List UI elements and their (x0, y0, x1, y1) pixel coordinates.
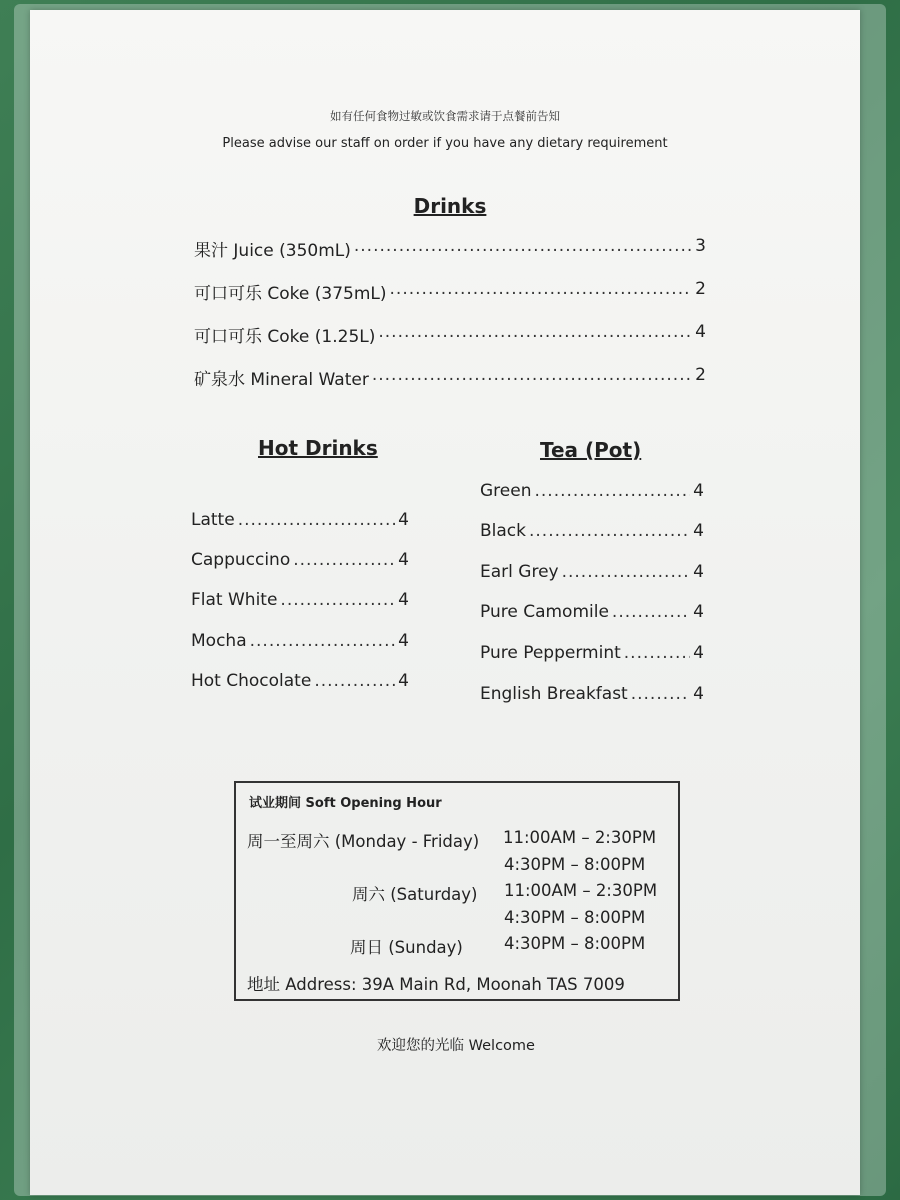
menu-item (194, 365, 706, 390)
leader-dots (293, 550, 395, 570)
item-name: Mocha (191, 631, 247, 651)
item-name: 矿泉水 Mineral Water (194, 370, 369, 390)
saturday-hours-dinner: 4:30PM – 8:00PM (504, 908, 646, 927)
leader-dots (612, 602, 690, 622)
sunday-hours: 4:30PM – 8:00PM (504, 934, 646, 953)
dietary-notice-english: Please advise our staff on order if you have any dietary requirement (222, 136, 668, 151)
item-name: Cappuccino (191, 550, 291, 570)
dietary-notice-chinese: 如有任何食物过敏或饮食需求请于点餐前告知 (330, 109, 560, 123)
item-price: 2 (695, 365, 706, 385)
item-name: Green (480, 481, 532, 501)
item-name: 可口可乐 Coke (375mL) (194, 284, 387, 304)
address: 地址 Address: 39A Main Rd, Moonah TAS 7009 (247, 975, 625, 994)
item-name: Hot Chocolate (191, 671, 312, 691)
menu-item (191, 590, 409, 610)
menu-item (480, 684, 704, 704)
leader-dots (631, 684, 690, 704)
leader-dots (314, 671, 395, 691)
menu-item (480, 562, 704, 582)
item-price: 4 (693, 602, 704, 622)
item-price: 4 (693, 562, 704, 582)
tea-heading: Tea (Pot) (540, 438, 642, 462)
item-price: 4 (398, 510, 409, 530)
leader-dots (280, 590, 395, 610)
menu-item (191, 550, 409, 570)
weekday-hours-lunch: 11:00AM – 2:30PM (503, 828, 657, 847)
leader-dots (372, 365, 692, 390)
saturday-label: 周六 (Saturday) (352, 885, 478, 904)
drinks-heading: Drinks (413, 194, 487, 218)
menu-item (480, 643, 704, 663)
item-price: 3 (695, 236, 706, 256)
menu-item (191, 510, 409, 530)
item-name: English Breakfast (480, 684, 628, 704)
leader-dots (624, 643, 690, 663)
item-name: 可口可乐 Coke (1.25L) (194, 327, 376, 347)
item-name: Flat White (191, 590, 278, 610)
leader-dots (378, 322, 692, 347)
item-name: Earl Grey (480, 562, 559, 582)
leader-dots (529, 521, 690, 541)
menu-item (480, 602, 704, 622)
welcome-text: 欢迎您的光临 Welcome (377, 1038, 535, 1054)
item-price: 4 (693, 684, 704, 704)
leader-dots (562, 562, 691, 582)
leader-dots (390, 279, 693, 304)
leader-dots (354, 236, 692, 261)
saturday-hours-lunch: 11:00AM – 2:30PM (504, 881, 658, 900)
item-price: 4 (398, 631, 409, 651)
item-name: Pure Camomile (480, 602, 609, 622)
menu-item (480, 521, 704, 541)
menu-item (194, 236, 706, 261)
item-price: 4 (693, 481, 704, 501)
item-price: 4 (693, 521, 704, 541)
weekday-label: 周一至周六 (Monday - Friday) (247, 832, 480, 851)
weekday-hours-dinner: 4:30PM – 8:00PM (504, 855, 646, 874)
leader-dots (238, 510, 395, 530)
menu-item (194, 322, 706, 347)
item-price: 4 (398, 671, 409, 691)
item-price: 2 (695, 279, 706, 299)
item-price: 4 (693, 643, 704, 663)
item-name: Pure Peppermint (480, 643, 621, 663)
sunday-label: 周日 (Sunday) (350, 938, 463, 957)
menu-item (191, 631, 409, 651)
hot-drinks-heading: Hot Drinks (258, 436, 378, 460)
item-price: 4 (398, 590, 409, 610)
leader-dots (250, 631, 396, 651)
item-name: Latte (191, 510, 235, 530)
menu-item (191, 671, 409, 691)
item-price: 4 (398, 550, 409, 570)
menu-item (194, 279, 706, 304)
leader-dots (534, 481, 690, 501)
item-name: 果汁 Juice (350mL) (194, 241, 351, 261)
item-price: 4 (695, 322, 706, 342)
item-name: Black (480, 521, 526, 541)
menu-item (480, 481, 704, 501)
menu-paper (30, 10, 860, 1195)
opening-hours-title: 试业期间 Soft Opening Hour (249, 796, 442, 811)
